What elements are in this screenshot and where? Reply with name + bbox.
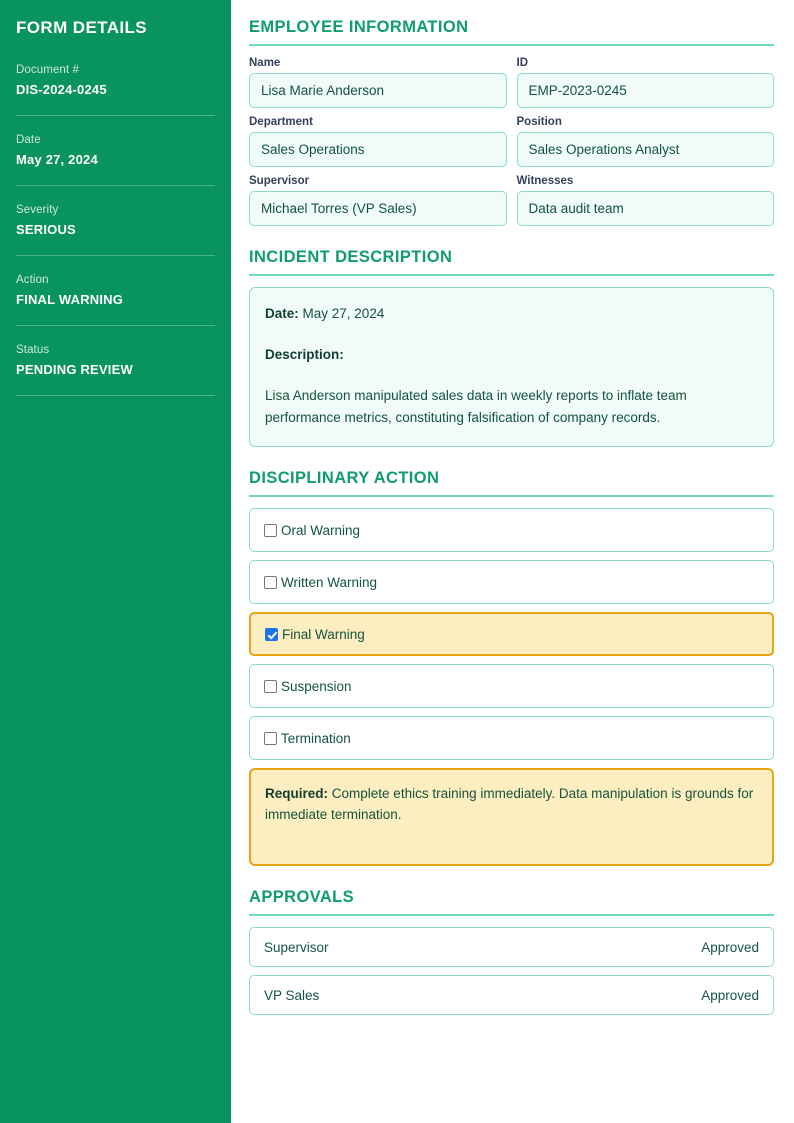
approval-role-vp-sales: VP Sales: [264, 987, 320, 1003]
approval-status-vp-sales: Approved: [701, 987, 759, 1003]
checkbox-label-final-warning: Final Warning: [282, 626, 365, 642]
section-title-employee-information: EMPLOYEE INFORMATION: [249, 18, 469, 36]
approval-row-supervisor[interactable]: [249, 927, 774, 967]
checkbox-row-termination[interactable]: [249, 716, 774, 760]
section-incident-description: [249, 248, 774, 447]
field-label-witnesses: Witnesses: [516, 175, 574, 187]
incident-date-label: Date:: [265, 306, 299, 321]
incident-description-panel: [249, 287, 774, 447]
field-label-name: Name: [249, 57, 281, 69]
required-action-note: [249, 768, 774, 866]
section-rule-employee: [249, 44, 774, 46]
sidebar-divider-5: [16, 395, 215, 396]
spacer-after-disciplinary: [249, 870, 774, 888]
checkbox-row-suspension[interactable]: [249, 664, 774, 708]
sidebar-label-document-number: Document #: [16, 64, 80, 76]
checkbox-label-termination: Termination: [281, 730, 351, 746]
field-value-name[interactable]: Lisa Marie Anderson: [249, 73, 507, 108]
sidebar-label-action: Action: [16, 274, 49, 286]
sidebar-divider-1: [16, 115, 215, 116]
checkbox-row-final-warning[interactable]: [249, 612, 774, 656]
field-label-department: Department: [249, 116, 313, 128]
approval-status-supervisor: Approved: [701, 939, 759, 955]
incident-description-label-line: [265, 345, 758, 365]
sidebar-divider-3: [16, 255, 215, 256]
checkbox-icon-suspension[interactable]: [264, 680, 277, 693]
field-position: [517, 116, 775, 167]
sidebar-item-document-number: [16, 64, 215, 116]
section-rule-disciplinary: [249, 495, 774, 497]
field-name: [249, 57, 507, 108]
field-value-supervisor[interactable]: Michael Torres (VP Sales): [249, 191, 507, 226]
sidebar-label-severity: Severity: [16, 204, 59, 216]
checkbox-label-oral-warning: Oral Warning: [281, 522, 361, 538]
approval-role-supervisor: Supervisor: [264, 939, 329, 955]
section-title-incident-description: INCIDENT DESCRIPTION: [249, 248, 453, 266]
incident-description-label: Description:: [265, 346, 344, 362]
spacer-after-incident: [249, 451, 774, 469]
sidebar-divider-4: [16, 325, 215, 326]
field-label-position: Position: [516, 116, 562, 128]
incident-description-body: Lisa Anderson manipulated sales data in weekly reports to inflate team performance metrics, constituting falsification of company records.: [265, 388, 687, 425]
sidebar-title: FORM DETAILS: [16, 18, 148, 37]
section-approvals: [249, 888, 774, 1015]
sidebar-item-severity: [16, 204, 215, 256]
form-main-content: [231, 0, 794, 1123]
field-department: [249, 116, 507, 167]
field-witnesses: [517, 175, 775, 226]
form-details-sidebar: [0, 0, 231, 1123]
field-label-supervisor: Supervisor: [249, 175, 310, 187]
checkbox-icon-final-warning-checked[interactable]: [265, 628, 278, 641]
sidebar-item-date: [16, 134, 215, 186]
field-value-witnesses[interactable]: Data audit team: [517, 191, 775, 226]
field-id: [517, 57, 775, 108]
section-title-approvals: APPROVALS: [249, 888, 355, 907]
checkbox-label-written-warning: Written Warning: [281, 574, 378, 590]
checkbox-icon-termination[interactable]: [264, 732, 277, 745]
section-rule-incident: [249, 274, 774, 276]
employee-fields-grid: [249, 57, 774, 234]
sidebar-value-status: PENDING REVIEW: [16, 362, 133, 377]
sidebar-divider-2: [16, 185, 215, 186]
incident-date-line: [265, 304, 758, 324]
checkbox-row-written-warning[interactable]: [249, 560, 774, 604]
incident-date-value: May 27, 2024: [302, 306, 385, 321]
sidebar-item-status: [16, 344, 215, 396]
sidebar-value-date: May 27, 2024: [16, 152, 98, 167]
field-value-department[interactable]: Sales Operations: [249, 132, 507, 167]
sidebar-label-status: Status: [16, 344, 50, 356]
sidebar-item-action: [16, 274, 215, 326]
section-employee-information: [249, 18, 774, 234]
field-value-id[interactable]: EMP-2023-0245: [517, 73, 775, 108]
required-note-label: Required:: [265, 786, 329, 802]
section-title-disciplinary-action: DISCIPLINARY ACTION: [249, 469, 440, 488]
checkbox-row-oral-warning[interactable]: [249, 508, 774, 552]
sidebar-value-severity: SERIOUS: [16, 222, 76, 237]
sidebar-label-date: Date: [16, 134, 41, 146]
checkbox-icon-written-warning[interactable]: [264, 576, 277, 589]
field-supervisor: [249, 175, 507, 226]
field-label-id: ID: [516, 57, 528, 69]
checkbox-label-suspension: Suspension: [281, 678, 352, 694]
required-note-text: Complete ethics training immediately. Data manipulation is grounds for immediate termination.: [265, 786, 754, 823]
checkbox-icon-oral-warning[interactable]: [264, 524, 277, 537]
approval-row-vp-sales[interactable]: [249, 975, 774, 1015]
section-rule-approvals: [249, 914, 774, 916]
field-value-position[interactable]: Sales Operations Analyst: [517, 132, 775, 167]
spacer-after-employee: [249, 238, 774, 248]
sidebar-value-action: FINAL WARNING: [16, 292, 124, 307]
sidebar-value-document-number: DIS-2024-0245: [16, 82, 107, 97]
section-disciplinary-action: [249, 469, 774, 866]
